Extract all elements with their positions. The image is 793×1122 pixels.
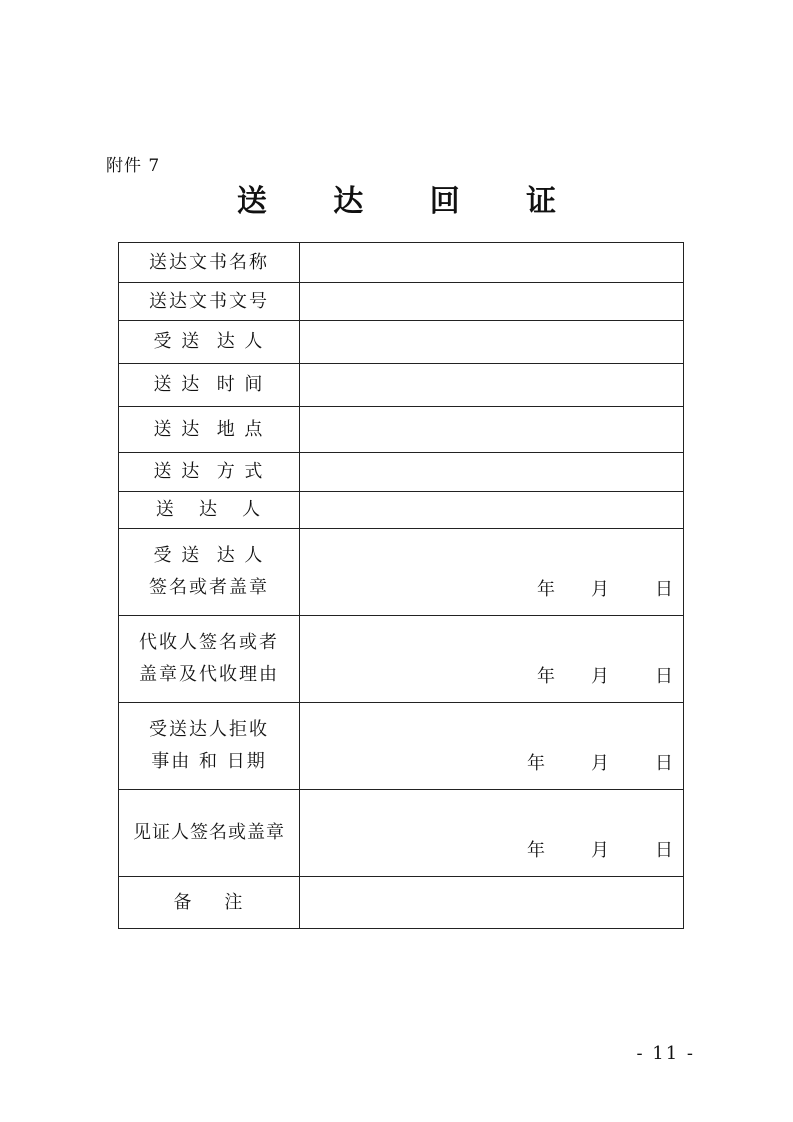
form-row-witness-signature [119,790,684,877]
field-service-method[interactable] [300,453,684,492]
service-receipt-form [118,242,684,929]
date-day: 日 [655,579,673,600]
label-service-place: 送 达 地 点 [119,407,300,453]
label-proxy-signature [119,616,300,703]
label-service-method: 送 达 方 式 [119,453,300,492]
label-witness-signature: 见证人签名或盖章 [119,790,300,877]
field-refusal[interactable] [300,703,684,790]
date-line [527,749,673,775]
date-year: 年 [527,840,545,861]
field-proxy-signature[interactable] [300,616,684,703]
label-document-number: 送达文书文号 [119,283,300,321]
form-row-recipient [119,321,684,364]
field-server[interactable] [300,492,684,529]
field-recipient[interactable] [300,321,684,364]
date-line [537,575,673,601]
label-line: 盖章及代收理由 [139,664,279,685]
date-year: 年 [537,666,555,687]
form-row-service-place [119,407,684,453]
date-day: 日 [655,666,673,687]
date-day: 日 [655,753,673,774]
date-month: 月 [591,579,609,600]
date-day: 日 [655,840,673,861]
label-recipient: 受 送 达 人 [119,321,300,364]
attachment-label: 附件 7 [106,156,161,176]
date-month: 月 [591,666,609,687]
field-document-number[interactable] [300,283,684,321]
date-year: 年 [527,753,545,774]
label-remarks: 备 注 [119,877,300,929]
label-line: 受送达人拒收 [149,719,269,740]
field-service-place[interactable] [300,407,684,453]
field-recipient-signature[interactable] [300,529,684,616]
form-row-server [119,492,684,529]
label-line: 受 送 达 人 [153,545,265,566]
label-document-name: 送达文书名称 [119,243,300,283]
date-month: 月 [591,840,609,861]
date-year: 年 [537,579,555,600]
date-month: 月 [591,753,609,774]
label-line: 签名或者盖章 [149,577,269,598]
form-row-service-time [119,364,684,407]
label-refusal [119,703,300,790]
field-remarks[interactable] [300,877,684,929]
label-service-time: 送 达 时 间 [119,364,300,407]
field-service-time[interactable] [300,364,684,407]
form-row-service-method [119,453,684,492]
form-row-document-name [119,243,684,283]
page-number: - 11 - [636,1043,695,1064]
field-witness-signature[interactable] [300,790,684,877]
form-row-document-number [119,283,684,321]
form-row-refusal [119,703,684,790]
field-document-name[interactable] [300,243,684,283]
label-line: 代收人签名或者 [139,632,279,653]
page-title: 送 达 回 证 [236,184,585,219]
form-row-proxy-signature [119,616,684,703]
date-line [527,836,673,862]
form-row-recipient-signature [119,529,684,616]
date-line [537,662,673,688]
label-line: 事由 和 日期 [151,751,267,772]
label-recipient-signature [119,529,300,616]
form-row-remarks [119,877,684,929]
label-server: 送 达 人 [119,492,300,529]
